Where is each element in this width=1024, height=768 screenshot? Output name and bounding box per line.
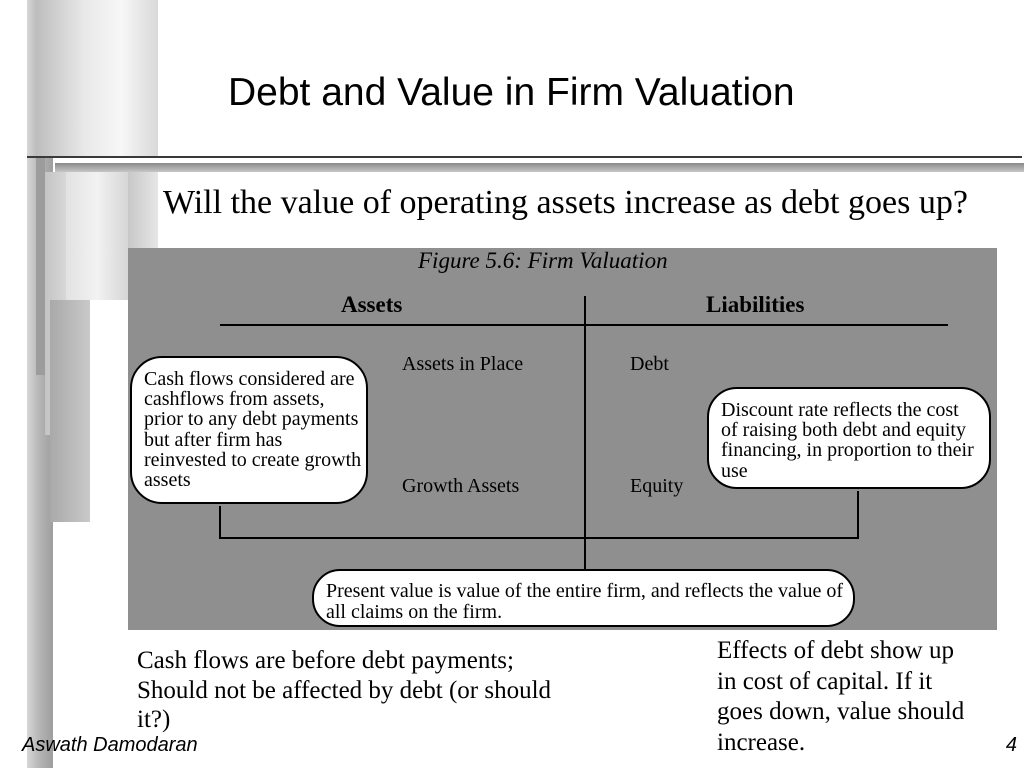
bracket-left-stem bbox=[219, 506, 221, 539]
growth-assets-label: Growth Assets bbox=[402, 475, 520, 497]
left-decor-stub bbox=[128, 172, 158, 248]
callout-line: of raising both debt and equity bbox=[721, 419, 966, 442]
callout-line: Present value is value of the entire firm, and reflects the value of bbox=[326, 580, 844, 602]
cost-of-capital-note bbox=[717, 636, 964, 759]
liabilities-header: Liabilities bbox=[706, 292, 805, 317]
callout-line: prior to any debt payments bbox=[144, 408, 359, 431]
present-value-callout bbox=[312, 569, 855, 627]
note-line: Cash flows are before debt payments; bbox=[137, 647, 514, 674]
assets-in-place-label: Assets in Place bbox=[402, 353, 524, 375]
debt-label: Debt bbox=[630, 353, 669, 375]
callout-line: Cash flows considered are bbox=[144, 368, 355, 390]
title-rule-thick bbox=[55, 163, 1024, 172]
callout-line: but after firm has bbox=[144, 428, 283, 451]
assets-header: Assets bbox=[341, 292, 403, 317]
note-line: in cost of capital. If it bbox=[717, 667, 933, 695]
callout-line: use bbox=[721, 459, 748, 482]
note-line: it?) bbox=[137, 706, 171, 733]
cash-flow-callout-text bbox=[144, 369, 361, 490]
note-line: Should not be affected by debt (or should bbox=[137, 676, 552, 704]
discount-rate-callout-text bbox=[721, 400, 974, 481]
figure-caption: Figure 5.6: Firm Valuation bbox=[418, 248, 668, 273]
slide-title: Debt and Value in Firm Valuation bbox=[228, 71, 795, 114]
callout-line: reinvested to create growth bbox=[144, 448, 362, 471]
discount-rate-callout bbox=[707, 387, 991, 489]
firm-valuation-figure bbox=[128, 248, 997, 630]
left-decor-panel-light bbox=[66, 172, 128, 300]
callout-line: all claims on the firm. bbox=[326, 601, 503, 623]
footer-author: Aswath Damodaran bbox=[22, 734, 198, 756]
balance-sheet-center-line bbox=[584, 296, 586, 569]
bracket-right-stem bbox=[857, 491, 859, 539]
left-decor-bar-dark bbox=[36, 156, 45, 375]
callout-line: financing, in proportion to their bbox=[721, 439, 974, 462]
page-number: 4 bbox=[1005, 734, 1017, 756]
note-line: goes down, value should bbox=[717, 698, 965, 726]
slide-question: Will the value of operating assets increase as debt goes up? bbox=[163, 184, 968, 221]
present-value-callout-text bbox=[326, 581, 843, 623]
cash-flows-note bbox=[137, 646, 551, 735]
title-rule-thin bbox=[27, 156, 1022, 158]
note-line: Effects of debt show up bbox=[717, 637, 954, 664]
callout-line: cashflows from assets, bbox=[144, 388, 325, 411]
cash-flow-callout bbox=[130, 356, 368, 504]
left-decor-bar-low bbox=[50, 300, 90, 522]
callout-line: assets bbox=[144, 469, 191, 492]
callout-line: Discount rate reflects the cost bbox=[721, 399, 959, 421]
equity-label: Equity bbox=[630, 475, 684, 497]
note-line: increase. bbox=[717, 729, 806, 757]
left-decor-panel-top bbox=[36, 0, 158, 156]
bracket-base-line bbox=[219, 537, 859, 539]
